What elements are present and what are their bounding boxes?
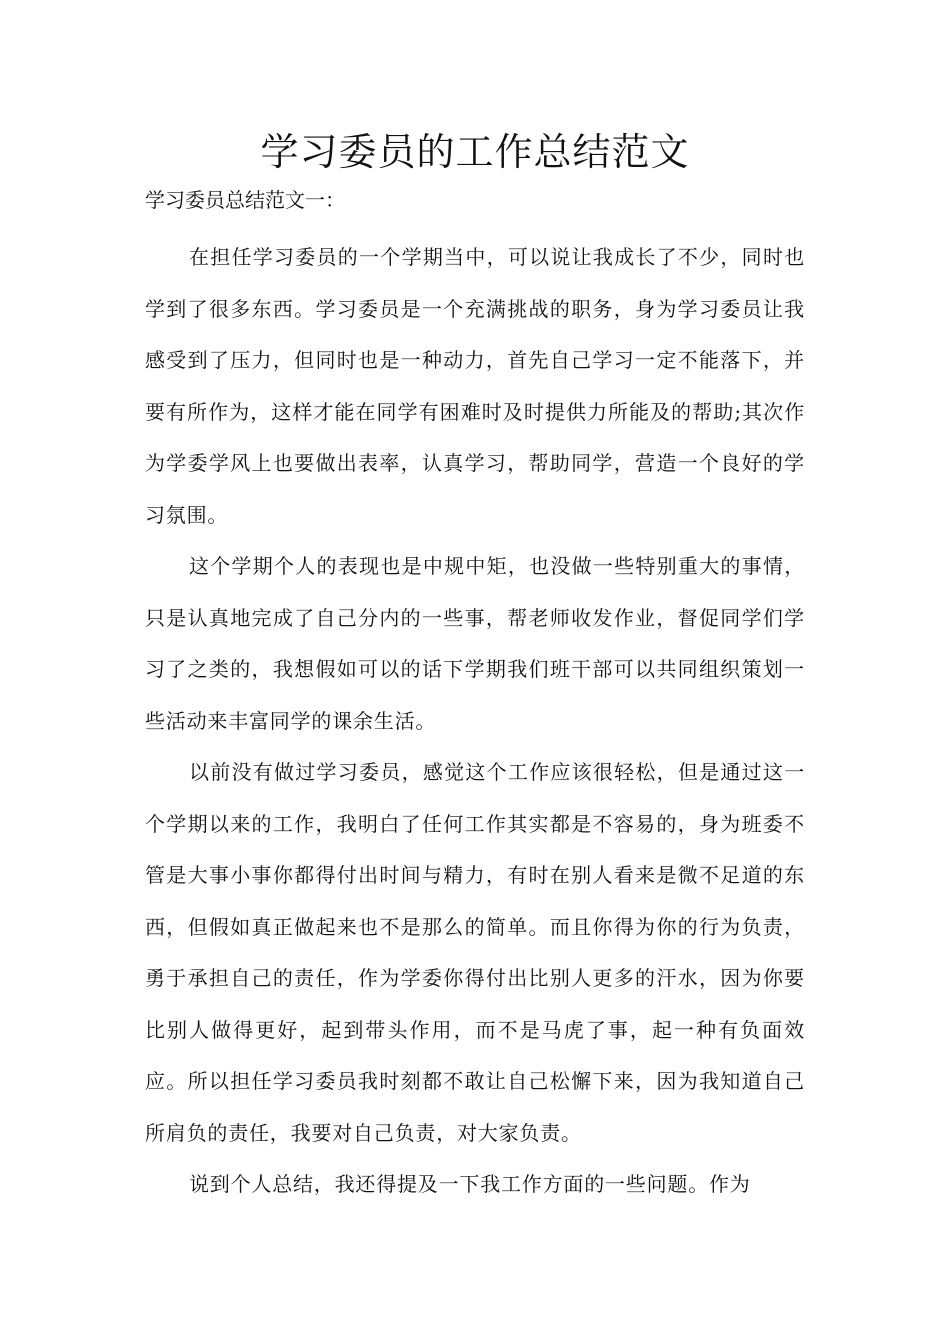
document-title: 学习委员的工作总结范文 [260,130,690,174]
paragraph: 以前没有做过学习委员，感觉这个工作应该很轻松，但是通过这一个学期以来的工作，我明白了任何工作其实都是不容易的，身为班委不管是大事小事你都得付出时间与精力，有时在别人看来是微不足道的东西，但假如真正做起来也不是那么的简单。而且你得为你的行为负责，勇于承担自己的责任，作为学委你得付出比别人更多的汗水，因为你要比别人做得更好，起到带头作用，而不是马虎了事，起一种有负面效应。所以担任学习委员我时刻都不敢让自己松懈下来，因为我知道自己所肩负的责任，我要对自己负责，对大家负责。 [145,760,805,1145]
document-subtitle: 学习委员总结范文一： [145,188,345,212]
paragraph: 在担任学习委员的一个学期当中，可以说让我成长了不少，同时也学到了很多东西。学习委员是一个充满挑战的职务，身为学习委员让我感受到了压力，但同时也是一种动力，首先自己学习一定不能落下，并要有所作为，这样才能在同学有困难时及时提供力所能及的帮助;其次作为学委学风上也要做出表率，认真学习，帮助同学，营造一个良好的学习氛围。 [145,245,805,527]
paragraph: 说到个人总结，我还得提及一下我工作方面的一些问题。作为 [189,1172,751,1196]
document-body [145,232,805,1211]
paragraph: 这个学期个人的表现也是中规中矩，也没做一些特别重大的事情，只是认真地完成了自己分内的一些事，帮老师收发作业，督促同学们学习了之类的，我想假如可以的话下学期我们班干部可以共同组织策划一些活动来丰富同学的课余生活。 [145,554,805,733]
